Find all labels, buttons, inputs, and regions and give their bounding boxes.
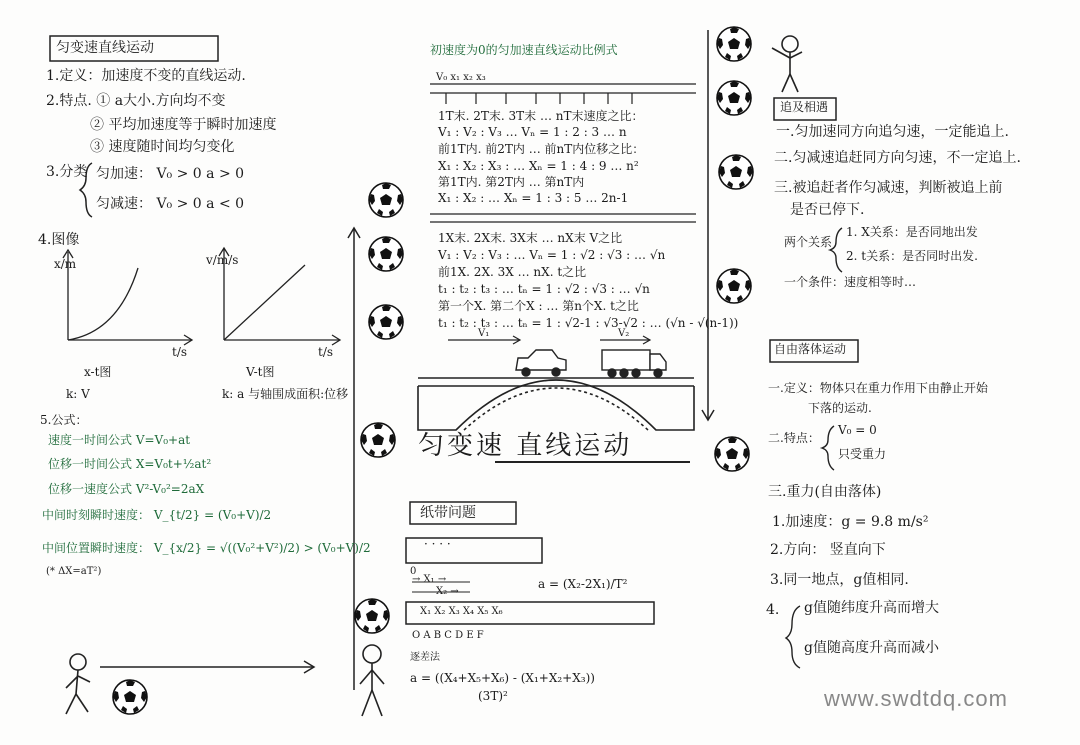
v2-label: V₂ [618, 328, 630, 339]
freefall-title: 自由落体运动 [774, 342, 847, 356]
formula-displacement: 位移一时间公式 X=V₀t+½at² [48, 457, 212, 471]
section-title: 匀变速直线运动 [56, 40, 154, 56]
formula-velocity-displacement: 位移一速度公式 V²-V₀²=2aX [48, 482, 205, 496]
soccer-ball-icon [369, 237, 403, 271]
tape-method-formula: a = ((X₄+X₅+X₆) - (X₁+X₂+X₃)) [410, 671, 595, 685]
tape-accel-formula: a = (X₂-2X₁)/T² [538, 577, 628, 591]
ratio-line-12: t₁ : t₂ : t₃ : … tₙ = 1 : √2-1 : √3-√2 : … (√n - √(n-1)) [438, 316, 739, 330]
truck-drawing [602, 350, 666, 377]
tape-title: 纸带问题 [420, 505, 476, 521]
ratio-line-9: 前1X. 2X. 3X … nX. t之比 [438, 265, 587, 279]
soccer-ball-icon [369, 305, 403, 339]
soccer-ball-icon [355, 599, 389, 633]
tape-points: O A B C D E F [412, 630, 484, 641]
x-t-graph [63, 250, 192, 345]
formula-velocity: 速度一时间公式 V=V₀+at [48, 433, 191, 447]
ratio-line-10: t₁ : t₂ : t₃ : … tₙ = 1 : √2 : √3 : … √n [438, 282, 650, 296]
classification-decel: 匀减速： V₀ > 0 a < 0 [96, 196, 245, 212]
ratio-line-1: 1T末. 2T末. 3T末 … nT末速度之比： [438, 109, 644, 123]
features-line-1: 2.特点. ① a大小.方向均不变 [46, 93, 226, 109]
graphs-label: 4.图像 [38, 232, 80, 248]
xt-xlabel: t/s [172, 345, 188, 359]
soccer-ball-icon [717, 81, 751, 115]
soccer-ball-icon [369, 183, 403, 217]
gravity-item-1: 1.加速度：g = 9.8 m/s² [772, 514, 929, 530]
soccer-ball-icon [715, 437, 749, 471]
chase-line-4: 是否已停下. [790, 202, 865, 218]
soccer-ball-icon [717, 269, 751, 303]
formulas-label: 5.公式： [40, 413, 88, 427]
formula-delta-x: (* ΔX=aT²) [46, 566, 102, 577]
freefall-definition-1: 一.定义：物体只在重力作用下由静止开始 [768, 381, 988, 395]
gravity-item-4b: g值随高度升高而减小 [804, 640, 939, 656]
features-line-3: ③ 速度随时间均匀变化 [90, 139, 235, 155]
ratio-line-3: 前1T内. 前2T内 … 前nT内位移之比： [438, 142, 645, 156]
freefall-definition-2: 下落的运动. [808, 401, 872, 415]
chase-relation-2: 2. t关系：是否同时出发. [846, 249, 978, 263]
v1-label: V₁ [478, 328, 490, 339]
vt-caption: V-t图 [246, 365, 275, 379]
ratio-line-7: 1X末. 2X末. 3X末 … nX末 V之比 [438, 231, 623, 245]
tape-x2: X₂ → [436, 586, 459, 597]
ratio-line-11: 第一个X. 第二个X : … 第n个X. t之比 [438, 299, 639, 313]
features-line-2: ② 平均加速度等于瞬时加速度 [90, 117, 277, 133]
xt-note: k: V [66, 387, 90, 401]
chase-line-3: 三.被追赶者作匀减速，判断被追上前 [774, 180, 1003, 196]
gravity-item-2: 2.方向： 竖直向下 [770, 542, 886, 558]
tape-x1: → X₁ → [412, 574, 447, 585]
chase-relation-1: 1. X关系：是否同地出发 [846, 225, 978, 239]
big-title: 匀变速 直线运动 [418, 431, 633, 461]
vt-note: k: a 与轴围成面积:位移 [222, 387, 349, 401]
chase-line-2: 二.匀减速追赶同方向匀速，不一定追上. [774, 150, 1021, 166]
bridge-drawing [418, 378, 694, 430]
watermark: www.swdtdq.com [824, 686, 1008, 711]
freefall-features-label: 二.特点： [768, 431, 820, 445]
vt-xlabel: t/s [318, 345, 334, 359]
ratio-line-5: 第1T内. 第2T内 … 第nT内 [438, 175, 585, 189]
soccer-ball-icon [113, 680, 147, 714]
stick-figure-running [66, 654, 90, 714]
gravity-item-4-num: 4. [766, 602, 780, 618]
ratio-title: 初速度为0的匀加速直线运动比例式 [430, 43, 618, 57]
tape-method: 逐差法 [410, 652, 440, 663]
stick-figure-waving [772, 36, 802, 92]
tape-method-denominator: (3T)² [478, 689, 508, 703]
xt-ylabel: x/m [54, 257, 77, 271]
gravity-item-4a: g值随纬度升高而增大 [804, 600, 939, 616]
tape-zero: 0 [410, 566, 417, 577]
stick-figure-standing [360, 645, 384, 716]
formula-mid-time: 中间时刻瞬时速度： V_{t/2} = (V₀+V)/2 [42, 508, 272, 522]
classification-accel: 匀加速： V₀ > 0 a > 0 [96, 166, 245, 182]
formula-mid-position: 中间位置瞬时速度： V_{x/2} = √((V₀²+V²)/2) > (V₀+V)/2 [42, 541, 371, 555]
chase-relations-label: 两个关系 [784, 235, 833, 249]
tape-segments: X₁ X₂ X₃ X₄ X₅ X₆ [420, 606, 503, 617]
gravity-label: 三.重力(自由落体) [768, 484, 882, 500]
freefall-feature-2: 只受重力 [838, 447, 887, 461]
gravity-item-3: 3.同一地点，g值相同. [770, 572, 909, 588]
xt-caption: x-t图 [84, 365, 112, 379]
ruler-labels: V₀ x₁ x₂ x₃ [436, 72, 486, 83]
chase-title: 追及相遇 [780, 100, 829, 114]
ratio-line-4: X₁ : X₂ : X₃ : … Xₙ = 1 : 4 : 9 … n² [438, 159, 639, 173]
car-drawing [516, 350, 566, 376]
freefall-feature-1: V₀ = 0 [838, 423, 877, 437]
soccer-ball-icon [719, 155, 753, 189]
definition-line: 1.定义：加速度不变的直线运动. [46, 68, 246, 84]
ratio-line-8: V₁ : V₂ : V₃ : … Vₙ = 1 : √2 : √3 : … √n [438, 248, 666, 262]
classification-label: 3.分类 [46, 164, 88, 180]
tape-dots-1: · · · · [424, 537, 451, 551]
soccer-ball-icon [717, 27, 751, 61]
ratio-line-2: V₁ : V₂ : V₃ … Vₙ = 1 : 2 : 3 … n [438, 125, 627, 139]
chase-condition: 一个条件：速度相等时… [784, 275, 917, 289]
vt-ylabel: v/m/s [206, 253, 239, 267]
ratio-line-6: X₁ : X₂ : … Xₙ = 1 : 3 : 5 … 2n-1 [438, 191, 629, 205]
soccer-ball-icon [361, 423, 395, 457]
chase-line-1: 一.匀加速同方向追匀速，一定能追上. [776, 124, 1009, 140]
